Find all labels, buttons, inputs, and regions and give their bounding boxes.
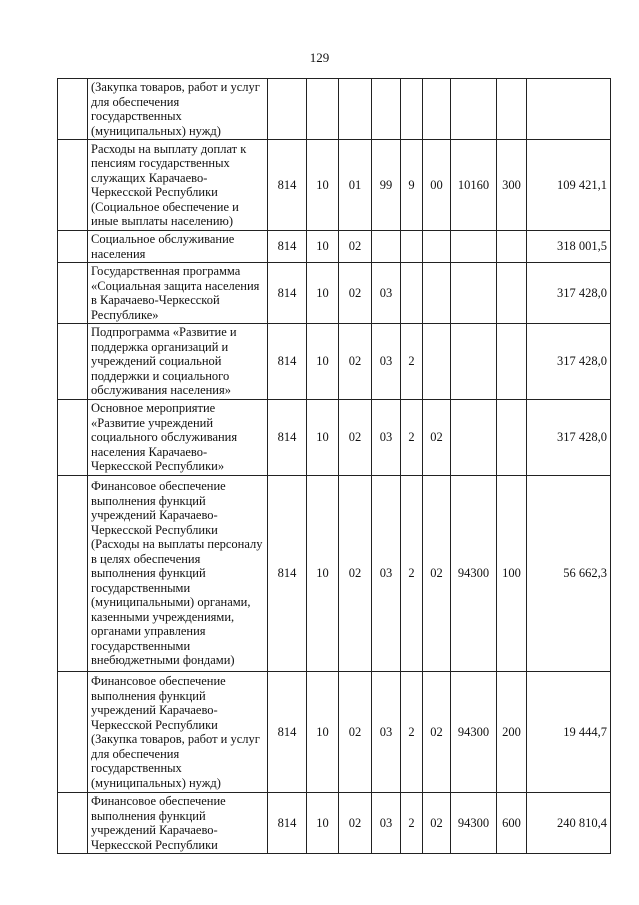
table-body	[58, 79, 611, 854]
row-code-cell: 01	[339, 140, 372, 231]
row-code-cell: 03	[372, 263, 401, 324]
row-name-cell: Финансовое обеспечение выполнения функций учреждений Карачаево-Черкесской Республики (Закупка товаров, работ и услуг для обеспечения государственных (муниципальных) нужд)	[88, 672, 268, 793]
row-spacer-cell	[58, 476, 88, 672]
row-code-cell: 03	[372, 324, 401, 400]
row-code-cell: 10160	[451, 140, 497, 231]
row-code-cell: 94300	[451, 793, 497, 854]
row-code-cell: 02	[339, 231, 372, 263]
row-code-cell	[497, 324, 527, 400]
row-code-cell: 814	[268, 231, 307, 263]
row-spacer-cell	[58, 793, 88, 854]
table-row	[58, 79, 611, 140]
row-code-cell: 814	[268, 400, 307, 476]
row-code-cell: 10	[307, 793, 339, 854]
row-code-cell	[497, 263, 527, 324]
row-code-cell	[372, 79, 401, 140]
row-code-cell: 10	[307, 476, 339, 672]
row-code-cell: 814	[268, 672, 307, 793]
row-code-cell	[307, 79, 339, 140]
row-amount-cell: 317 428,0	[527, 263, 611, 324]
row-name-cell: Подпрограмма «Развитие и поддержка организаций и учреждений социальной поддержки и социального обслуживания населения»	[88, 324, 268, 400]
row-code-cell: 94300	[451, 476, 497, 672]
row-code-cell	[423, 263, 451, 324]
row-name-cell: (Закупка товаров, работ и услуг для обеспечения государственных (муниципальных) нужд)	[88, 79, 268, 140]
row-code-cell: 03	[372, 672, 401, 793]
row-amount-cell: 240 810,4	[527, 793, 611, 854]
row-code-cell: 02	[423, 476, 451, 672]
row-code-cell	[451, 231, 497, 263]
row-code-cell	[451, 400, 497, 476]
row-spacer-cell	[58, 263, 88, 324]
row-code-cell: 02	[339, 324, 372, 400]
table-row	[58, 672, 611, 793]
row-amount-cell: 317 428,0	[527, 400, 611, 476]
row-code-cell: 10	[307, 324, 339, 400]
row-code-cell: 814	[268, 140, 307, 231]
row-amount-cell	[527, 79, 611, 140]
row-code-cell: 94300	[451, 672, 497, 793]
row-code-cell	[451, 79, 497, 140]
page-number: 129	[309, 50, 330, 65]
row-code-cell: 02	[339, 793, 372, 854]
row-code-cell	[339, 79, 372, 140]
row-name-cell: Государственная программа «Социальная защита населения в Карачаево-Черкесской Республике»	[88, 263, 268, 324]
row-name-cell: Социальное обслуживание населения	[88, 231, 268, 263]
row-spacer-cell	[58, 231, 88, 263]
row-code-cell: 2	[401, 793, 423, 854]
row-code-cell	[423, 79, 451, 140]
row-code-cell: 10	[307, 400, 339, 476]
row-name-cell: Расходы на выплату доплат к пенсиям государственных служащих Карачаево-Черкесской Республики (Социальное обеспечение и иные выплаты населению)	[88, 140, 268, 231]
row-code-cell	[401, 231, 423, 263]
table-row	[58, 324, 611, 400]
row-code-cell: 03	[372, 793, 401, 854]
row-code-cell: 814	[268, 324, 307, 400]
row-code-cell: 200	[497, 672, 527, 793]
row-code-cell: 99	[372, 140, 401, 231]
row-amount-cell: 19 444,7	[527, 672, 611, 793]
row-code-cell: 600	[497, 793, 527, 854]
row-code-cell: 10	[307, 140, 339, 231]
row-code-cell: 10	[307, 672, 339, 793]
row-code-cell: 814	[268, 476, 307, 672]
budget-table	[57, 78, 611, 854]
row-name-cell: Финансовое обеспечение выполнения функций учреждений Карачаево-Черкесской Республики (Расходы на выплаты персоналу в целях обеспечения выполнения функций государственными (муниципальными) органами, казенными учреждениями, органами управления государственными внебюджетными фондами)	[88, 476, 268, 672]
row-code-cell: 03	[372, 476, 401, 672]
row-code-cell: 03	[372, 400, 401, 476]
row-code-cell	[451, 324, 497, 400]
table-row	[58, 400, 611, 476]
row-code-cell	[401, 79, 423, 140]
row-code-cell: 02	[339, 476, 372, 672]
row-code-cell	[423, 324, 451, 400]
row-code-cell	[423, 231, 451, 263]
row-spacer-cell	[58, 324, 88, 400]
row-spacer-cell	[58, 140, 88, 231]
row-code-cell	[401, 263, 423, 324]
row-spacer-cell	[58, 400, 88, 476]
row-code-cell: 02	[423, 793, 451, 854]
table-row	[58, 476, 611, 672]
row-code-cell: 814	[268, 793, 307, 854]
row-code-cell: 10	[307, 231, 339, 263]
row-amount-cell: 109 421,1	[527, 140, 611, 231]
row-code-cell: 2	[401, 324, 423, 400]
row-code-cell: 02	[423, 672, 451, 793]
row-name-cell: Основное мероприятие «Развитие учреждений социального обслуживания населения Карачаево-Черкесской Республики»	[88, 400, 268, 476]
row-amount-cell: 317 428,0	[527, 324, 611, 400]
row-code-cell: 02	[339, 263, 372, 324]
row-code-cell	[497, 231, 527, 263]
row-code-cell	[268, 79, 307, 140]
row-spacer-cell	[58, 672, 88, 793]
table-row	[58, 263, 611, 324]
row-code-cell: 300	[497, 140, 527, 231]
row-code-cell	[497, 79, 527, 140]
table-row	[58, 140, 611, 231]
row-code-cell: 00	[423, 140, 451, 231]
table-row	[58, 793, 611, 854]
row-code-cell: 2	[401, 672, 423, 793]
row-code-cell	[451, 263, 497, 324]
row-code-cell	[497, 400, 527, 476]
row-code-cell: 02	[423, 400, 451, 476]
row-code-cell: 814	[268, 263, 307, 324]
row-name-cell: Финансовое обеспечение выполнения функций учреждений Карачаево-Черкесской Республики	[88, 793, 268, 854]
row-code-cell: 10	[307, 263, 339, 324]
row-code-cell: 02	[339, 400, 372, 476]
row-code-cell	[372, 231, 401, 263]
row-code-cell: 9	[401, 140, 423, 231]
row-code-cell: 100	[497, 476, 527, 672]
row-code-cell: 2	[401, 400, 423, 476]
row-spacer-cell	[58, 79, 88, 140]
row-amount-cell: 56 662,3	[527, 476, 611, 672]
row-amount-cell: 318 001,5	[527, 231, 611, 263]
row-code-cell: 02	[339, 672, 372, 793]
table-row	[58, 231, 611, 263]
row-code-cell: 2	[401, 476, 423, 672]
